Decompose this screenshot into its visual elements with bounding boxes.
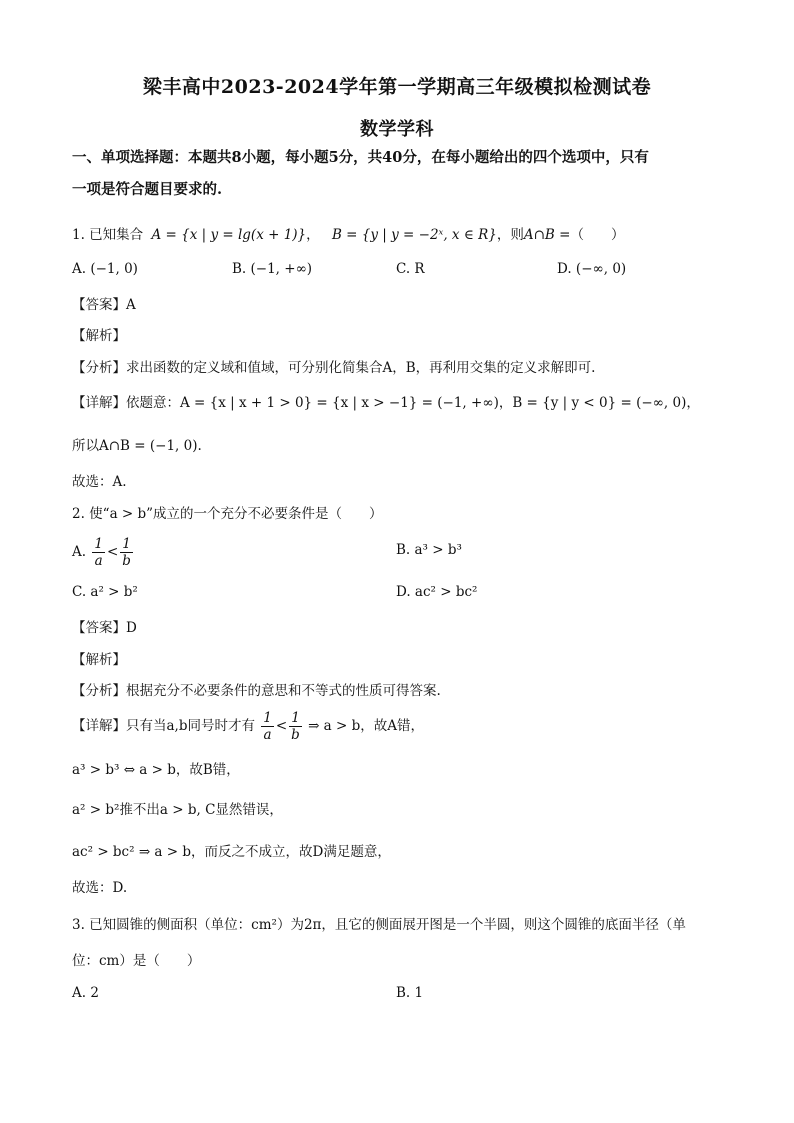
q1-stem: 1. 已知集合 A = {x | y = lg(x + 1)}， B = {y | y = −2ˣ, x ∈ R}，则A∩B =（ ） — [72, 227, 625, 243]
section-heading-line1: 一、单项选择题：本题共8小题，每小题5分，共40分，在每小题给出的四个选项中，只有 — [72, 149, 649, 166]
frac-denominator: a — [94, 553, 103, 569]
frac-numerator: 1 — [291, 710, 300, 726]
q2-xj-suffix: ⇒ a > b，故A错， — [308, 718, 425, 734]
q1-option-a: A. (−1, 0) — [72, 261, 138, 277]
q1-prefix: 1. 已知集合 — [72, 227, 144, 243]
q2-line-d: ac² > bc² ⇒ a > b，而反之不成立，故D满足题意， — [72, 844, 391, 860]
q2-option-c: C. a² > b² — [72, 584, 138, 600]
q1-option-d: D. (−∞, 0) — [557, 261, 627, 277]
frac-denominator: a — [263, 727, 272, 743]
q1-fenxi: 【分析】求出函数的定义域和值域，可分别化简集合A，B，再利用交集的定义求解即可. — [72, 360, 596, 376]
q2-xiangjie — [72, 710, 424, 743]
frac-denominator: b — [122, 553, 131, 569]
q2-option-a-frac1 — [92, 536, 105, 569]
q2-option-b: B. a³ > b³ — [396, 542, 462, 558]
q1-option-b: B. (−1, +∞) — [232, 261, 313, 277]
q2-option-a-label: A. — [72, 544, 87, 560]
q1-option-c: C. R — [396, 261, 425, 277]
q2-option-a-frac2 — [120, 536, 133, 569]
q2-option-a — [72, 536, 135, 569]
less-than: < — [106, 544, 119, 560]
q1-paren: （ ） — [570, 227, 625, 243]
frac-numerator: 1 — [94, 536, 103, 552]
exam-title: 梁丰高中2023-2024学年第一学期高三年级模拟检测试卷 — [142, 76, 652, 98]
q2-stem: 2. 使“a > b”成立的一个充分不必要条件是（ ） — [72, 506, 383, 522]
q3-stem-line1: 3. 已知圆锥的侧面积（单位：cm²）为2π，且它的侧面展开图是一个半圆，则这个圆锥的底面半径（单 — [72, 917, 686, 933]
q2-xj-frac1 — [261, 710, 274, 743]
q1-analysis-tag: 【解析】 — [72, 328, 126, 344]
q1-answer: 【答案】A — [72, 297, 136, 313]
q2-analysis-tag: 【解析】 — [72, 652, 126, 668]
q1-guxuan: 故选：A. — [72, 474, 127, 490]
q2-line-c: a² > b²推不出a > b, C显然错误， — [72, 802, 283, 818]
q2-guxuan: 故选：D. — [72, 880, 128, 896]
subject-title: 数学学科 — [360, 119, 434, 140]
q1-xiangjie: 【详解】依题意：A = {x | x + 1 > 0} = {x | x > −1} = (−1, +∞)，B = {y | y < 0} = (−∞, 0)， — [72, 395, 700, 411]
frac-numerator: 1 — [122, 536, 131, 552]
q1-set-a: A = {x | y = lg(x + 1)} — [151, 227, 307, 243]
section-heading-line2: 一项是符合题目要求的. — [72, 181, 223, 198]
q3-option-a: A. 2 — [72, 985, 99, 1001]
q3-option-b: B. 1 — [396, 985, 424, 1001]
q2-xj-frac2 — [289, 710, 302, 743]
q3-stem-line2: 位：cm）是（ ） — [72, 953, 201, 969]
frac-denominator: b — [291, 727, 300, 743]
q2-xj-prefix: 【详解】只有当a,b同号时才有 — [72, 718, 255, 734]
frac-numerator: 1 — [263, 710, 272, 726]
less-than: < — [275, 718, 288, 734]
q2-option-d: D. ac² > bc² — [396, 584, 478, 600]
q2-answer: 【答案】D — [72, 620, 137, 636]
q2-fenxi: 【分析】根据充分不必要条件的意思和不等式的性质可得答案. — [72, 683, 441, 699]
q1-suoyi: 所以A∩B = (−1, 0). — [72, 438, 202, 454]
q1-expr: A∩B = — [523, 227, 571, 243]
q1-set-b: B = {y | y = −2ˣ, x ∈ R} — [331, 227, 497, 243]
q1-tail: ，则 — [496, 227, 524, 243]
q2-line-b: a³ > b³ ⇔ a > b，故B错， — [72, 762, 240, 778]
